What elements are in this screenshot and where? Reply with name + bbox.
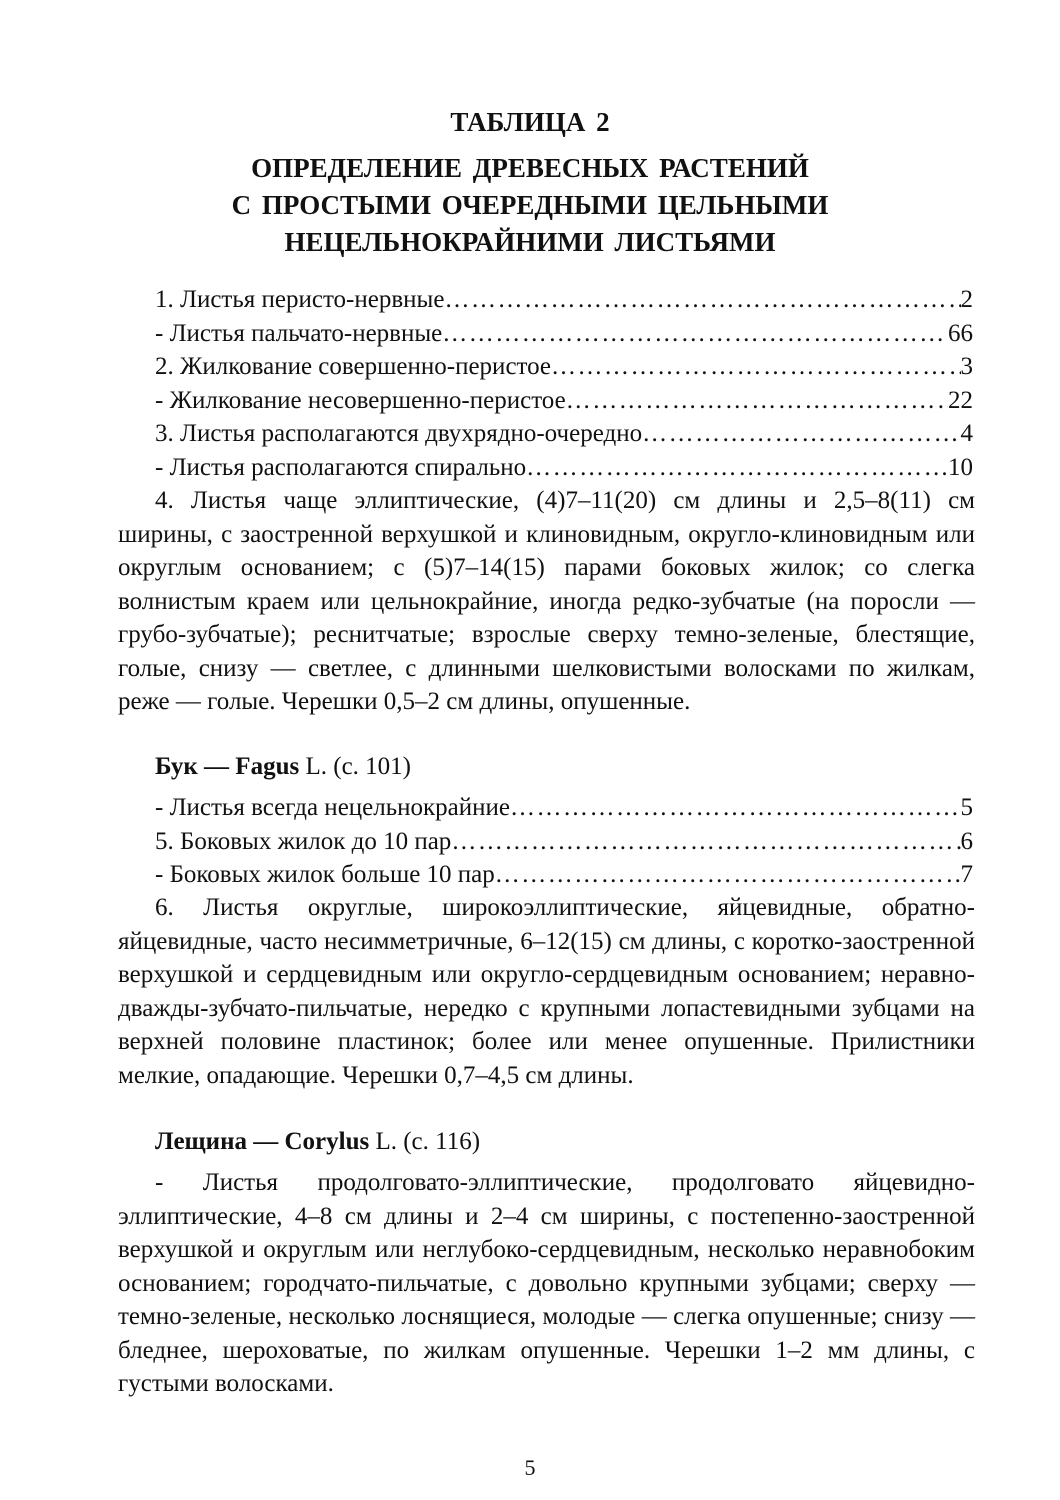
genus-ref: L. (с. 116) xyxy=(369,1128,481,1155)
key-line-8: 5. Боковых жилок до 10 пар ……………………………………………………………………………………………………………………………………………… 6 xyxy=(155,825,973,859)
leader-dots xyxy=(551,350,960,384)
description-paragraph-last: - Листья продолговато-эллиптические, продолговато яйцевидно-эллиптические, 4–8 см длины и 2–4 см ширины, с постепенно-заостренной верхушкой и округлым или неглубоко-сердцевидным, несколько неравнобоким основанием; городчато-пильчатые, с довольно крупными зубцами; сверху — темно-зеленые, несколько лоснящиеся, молодые — слегка опушенные; снизу — бледнее, шероховатые, по жилкам опушенные. Черешки 1–2 мм длины, с густыми волосками. xyxy=(118,1169,975,1397)
key-line-9: - Боковых жилок больше 10 пар ……………………………………………………………………………………………………………………………………………… 7 xyxy=(155,858,973,892)
key-line-1: 1. Листья перисто-нервные ……………………………………………………………………………………………………………………………………………… 2 xyxy=(155,283,973,317)
genus-name: Бук — Fagus xyxy=(155,753,300,780)
page-title xyxy=(0,150,1060,261)
leader-dots xyxy=(495,858,961,892)
table-label: ТАБЛИЦА 2 xyxy=(450,107,610,137)
genus-name: Лещина — Corylus xyxy=(155,1128,370,1155)
leader-dots xyxy=(510,791,961,825)
title-line-1: ОПРЕДЕЛЕНИЕ ДРЕВЕСНЫХ РАСТЕНИЙ xyxy=(251,153,809,183)
leader-dots xyxy=(642,417,960,451)
title-line-2: С ПРОСТЫМИ ОЧЕРЕДНЫМИ ЦЕЛЬНЫМИ xyxy=(231,190,829,220)
leader-dots xyxy=(451,825,960,859)
key-line-3: 2. Жилкование совершенно-перистое ……………………………………………………………………………………………………………………………………………… 3 xyxy=(155,350,973,384)
key-line-2: - Листья пальчато-нервные ……………………………………………………………………………………………………………………………………………… 66 xyxy=(155,317,973,351)
title-line-3: НЕЦЕЛЬНОКРАЙНИМИ ЛИСТЬЯМИ xyxy=(284,227,776,257)
key-line-7: - Листья всегда нецельнокрайние ……………………………………………………………………………………………………………………………………………… 5 xyxy=(155,791,973,825)
leader-dots xyxy=(526,451,948,485)
genus-fagus xyxy=(155,750,411,784)
key-line-5: 3. Листья располагаются двухрядно-очередно ……………………………………………………………………………………………………………………………………………… 4 xyxy=(155,417,973,451)
leader-dots xyxy=(444,283,960,317)
leader-dots xyxy=(566,384,948,418)
leader-dots xyxy=(442,317,948,351)
key-line-6: - Листья располагаются спирально ……………………………………………………………………………………………………………………………………………… 10 xyxy=(155,451,973,485)
key-line-4: - Жилкование несовершенно-перистое ……………………………………………………………………………………………………………………………………………… 22 xyxy=(155,384,973,418)
page-number: 5 xyxy=(524,1455,536,1480)
description-paragraph-6: 6. Листья округлые, широкоэллиптические, яйцевидные, обратно-яйцевидные, часто несимметричные, 6–12(15) см длины, с коротко-заостренной верхушкой и сердцевидным или округло-сердцевидным основанием; неравно-дважды-зубчато-пильчатые, нередко с крупными лопастевидными зубцами на верхней половине пластинок; более или менее опушенные. Прилистники мелкие, опадающие. Черешки 0,7–4,5 см длины. xyxy=(118,894,975,1089)
genus-corylus xyxy=(155,1125,480,1159)
genus-ref: L. (с. 101) xyxy=(299,753,411,780)
description-paragraph-4: 4. Листья чаще эллиптические, (4)7–11(20) см длины и 2,5–8(11) см ширины, с заостренной верхушкой и клиновидным, округло-клиновидным или округлым основанием; с (5)7–14(15) парами боковых жилок; со слегка волнистым краем или цельнокрайние, иногда редко-зубчатые (на поросли — грубо-зубчатые); реснитчатые; взрослые сверху темно-зеленые, блестящие, голые, снизу — светлее, с длинными шелковистыми волосками по жилкам, реже — голые. Черешки 0,5–2 см длины, опушенные. xyxy=(118,487,975,715)
